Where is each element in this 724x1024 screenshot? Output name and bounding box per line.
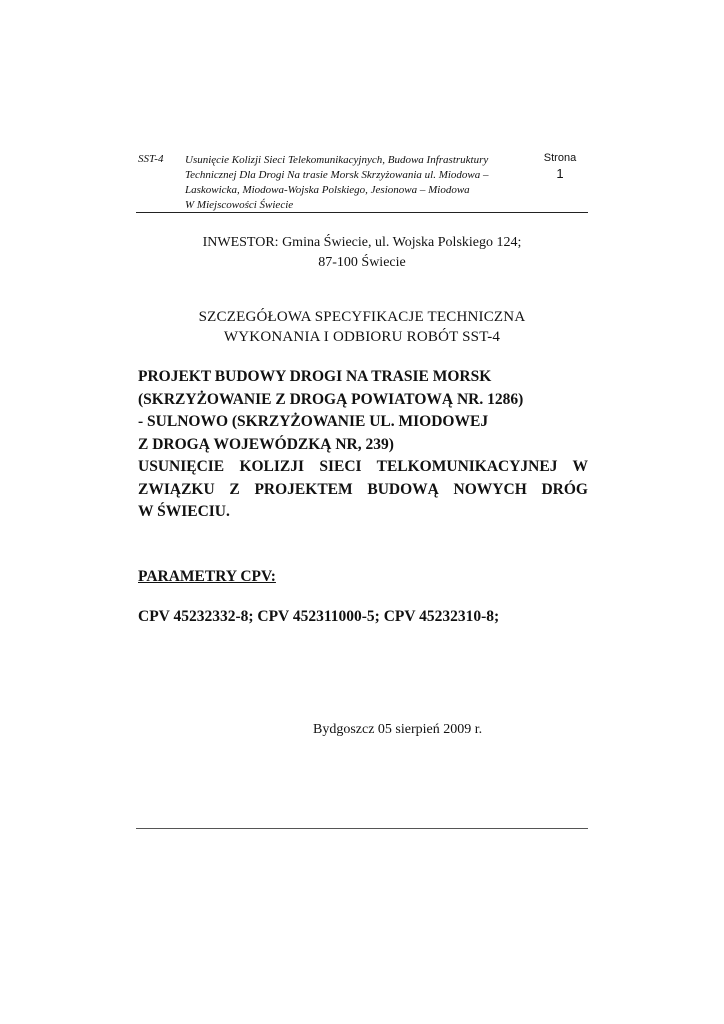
project-title-line: (SKRZYŻOWANIE Z DROGĄ POWIATOWĄ NR. 1286) xyxy=(138,390,524,408)
specification-title xyxy=(136,307,588,347)
header-title-line: Laskowicka, Miodowa-Wojska Polskiego, Jesionowa – Miodowa xyxy=(185,184,470,196)
project-title-line: PROJEKT BUDOWY DROGI NA TRASIE MORSK xyxy=(138,368,492,385)
header-title-line: W Miejscowości Świecie xyxy=(185,199,294,211)
header-rule xyxy=(136,212,588,213)
spec-title-line: WYKONANIA I ODBIORU ROBÓT SST-4 xyxy=(223,329,501,345)
project-title-line: - SULNOWO (SKRZYŻOWANIE UL. MIODOWEJ xyxy=(138,413,489,430)
page-label: Strona xyxy=(543,152,577,164)
cpv-parameters-heading: PARAMETRY CPV: xyxy=(138,568,276,585)
project-title-line: USUNIĘCIE KOLIZJI SIECI TELKOMUNIKACYJNEJ W xyxy=(138,458,588,475)
header-document-code: SST-4 xyxy=(138,153,164,165)
header-title-line: Usunięcie Kolizji Sieci Telekomunikacyjnych, Budowa Infrastruktury xyxy=(185,154,489,166)
header-title-line: Technicznej Dla Drogi Na trasie Morsk Skrzyżowania ul. Miodowa – xyxy=(185,169,489,181)
project-title-line: Z DROGĄ WOJEWÓDZKĄ NR, 239) xyxy=(138,435,394,453)
project-title-line: ZWIĄZKU Z PROJEKTEM BUDOWĄ NOWYCH DRÓG xyxy=(138,480,588,498)
cpv-codes: CPV 45232332-8; CPV 452311000-5; CPV 45232310-8; xyxy=(138,608,500,625)
spec-title-line: SZCZEGÓŁOWA SPECYFIKACJE TECHNICZNA xyxy=(198,309,526,325)
investor-address: 87-100 Świecie xyxy=(318,255,406,270)
investor-block xyxy=(136,233,588,273)
investor-line: INWESTOR: Gmina Świecie, ul. Wojska Polskiego 124; xyxy=(202,235,522,250)
header-title xyxy=(185,153,535,213)
header-page-indicator xyxy=(540,152,580,181)
project-title xyxy=(138,366,588,524)
footer-rule xyxy=(136,828,588,829)
page-number: 1 xyxy=(556,166,564,181)
project-title-line: W ŚWIECIU. xyxy=(138,503,230,520)
place-and-date: Bydgoszcz 05 sierpień 2009 r. xyxy=(313,722,483,737)
